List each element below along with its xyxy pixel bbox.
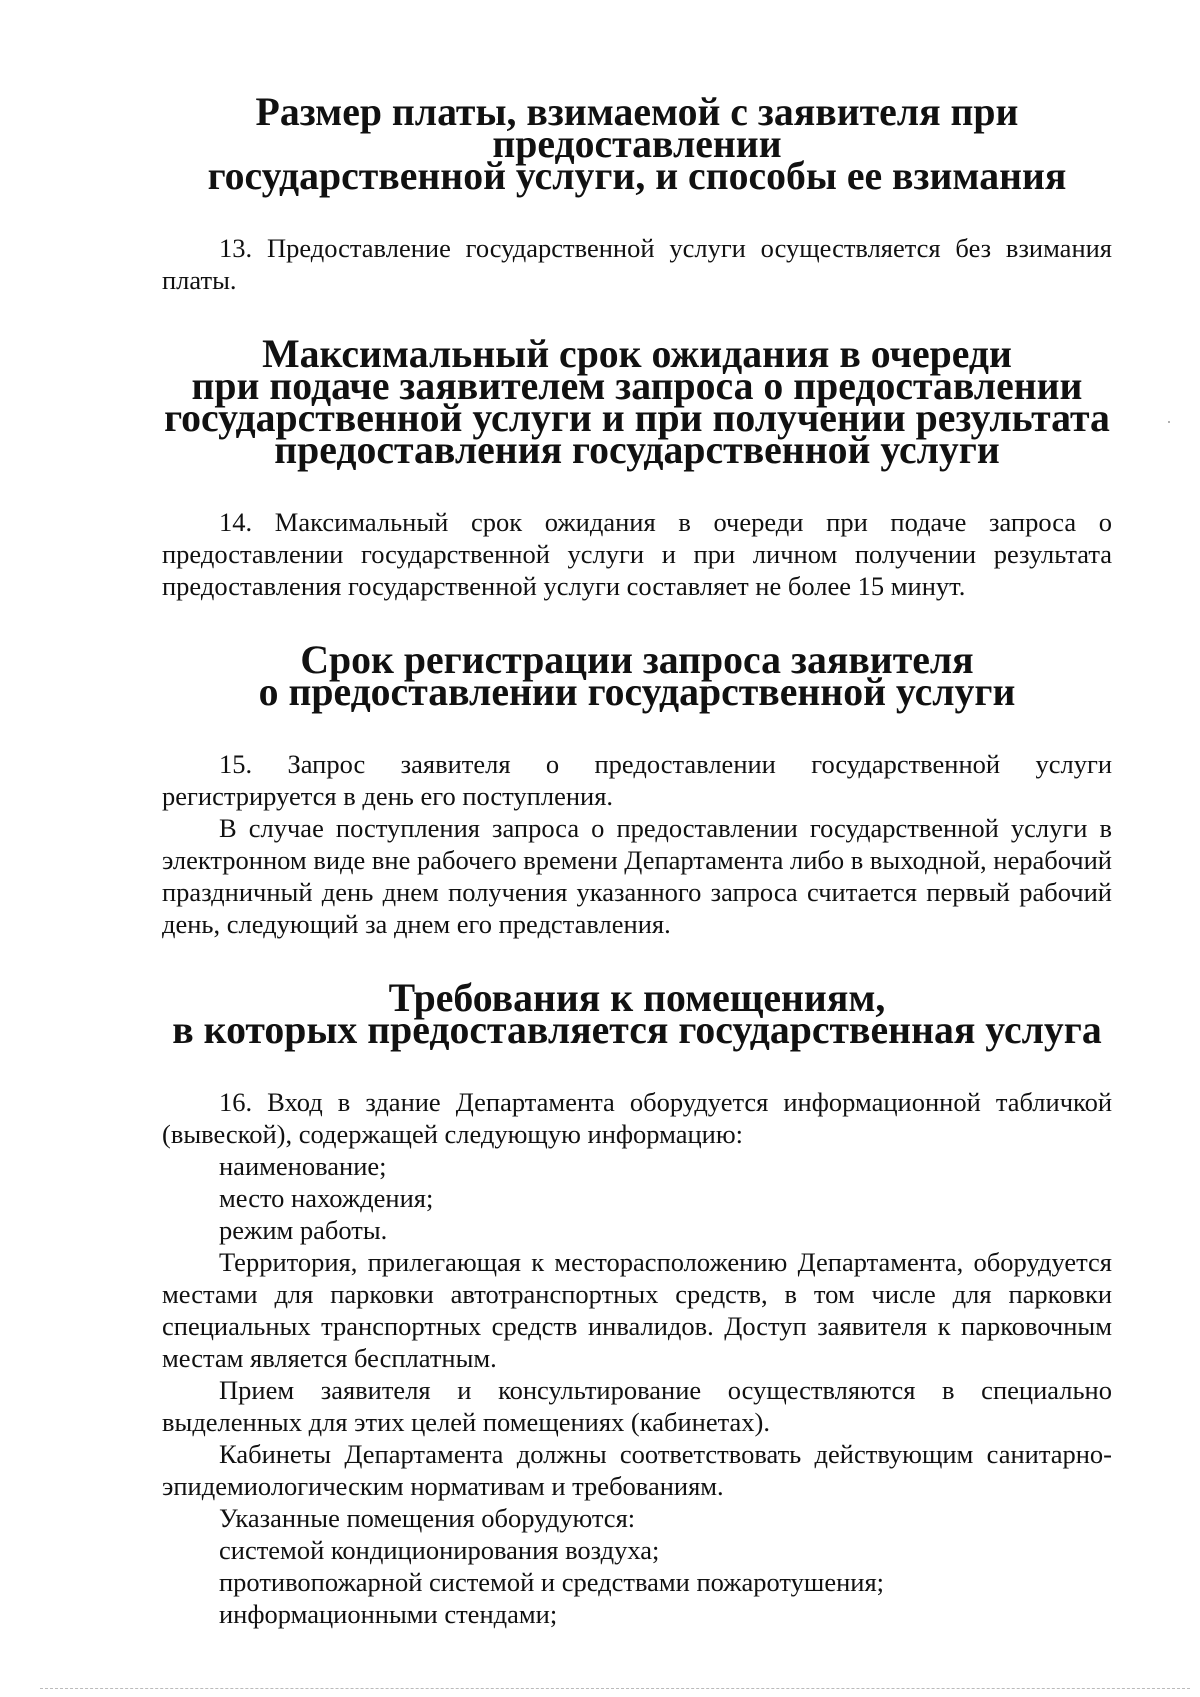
heading-line: предоставления государственной услуги bbox=[274, 428, 1000, 472]
heading-queue bbox=[162, 332, 1112, 472]
heading-line: в которых предоставляется государственная услуга bbox=[172, 1008, 1102, 1052]
heading-premises bbox=[162, 976, 1112, 1052]
scan-speck bbox=[1168, 421, 1170, 423]
heading-line: государственной услуги, и способы ее взимания bbox=[207, 154, 1067, 198]
list-item: системой кондиционирования воздуха; bbox=[219, 1535, 660, 1565]
heading-line: о предоставлении государственной услуги bbox=[258, 670, 1016, 714]
heading-line: государственной услуги и при получении результата bbox=[164, 396, 1110, 440]
document-page bbox=[162, 90, 1112, 1630]
heading-registration bbox=[162, 638, 1112, 714]
heading-line: Максимальный срок ожидания в очереди bbox=[262, 332, 1012, 376]
scan-edge-line bbox=[40, 1688, 1190, 1689]
list-item: информационными стендами; bbox=[219, 1599, 558, 1629]
paragraph-14: 14. Максимальный срок ожидания в очереди при подаче запроса о предоставлении государственной услуги и при личном получении результата предоставления государственной услуги составляет не более 15 минут. bbox=[162, 507, 1112, 601]
heading-line: Размер платы, взимаемой с заявителя при предоставлении bbox=[255, 90, 1019, 166]
heading-line: при подаче заявителем запроса о предоставлении bbox=[191, 364, 1083, 408]
list-item: противопожарной системой и средствами пожаротушения; bbox=[219, 1567, 884, 1597]
paragraph-parking: Территория, прилегающая к месторасположению Департамента, оборудуется местами для парковки автотранспортных средств, в том числе для парковки специальных транспортных средств инвалидов. Доступ заявителя к парковочным местам является бесплатным. bbox=[162, 1247, 1112, 1373]
list-item: наименование; bbox=[219, 1151, 387, 1181]
paragraph-reception: Прием заявителя и консультирование осуществляются в специально выделенных для этих целей помещениях (кабинетах). bbox=[162, 1375, 1112, 1437]
paragraph-13: 13. Предоставление государственной услуги осуществляется без взимания платы. bbox=[162, 233, 1112, 295]
paragraph-cabinets: Кабинеты Департамента должны соответствовать действующим санитарно-эпидемиологическим нормативам и требованиям. bbox=[162, 1439, 1112, 1501]
heading-line: Требования к помещениям, bbox=[388, 976, 886, 1020]
equipment-intro: Указанные помещения оборудуются: bbox=[219, 1503, 636, 1533]
heading-line: Срок регистрации запроса заявителя bbox=[300, 638, 974, 682]
paragraph-15-electronic: В случае поступления запроса о предоставлении государственной услуги в электронном виде вне рабочего времени Департамента либо в выходной, нерабочий праздничный день днем получения указанного запроса считается первый рабочий день, следующий за днем его представления. bbox=[162, 813, 1112, 939]
list-item: место нахождения; bbox=[219, 1183, 434, 1213]
paragraph-16: 16. Вход в здание Департамента оборудуется информационной табличкой (вывеской), содержащей следующую информацию: bbox=[162, 1087, 1112, 1149]
heading-payment bbox=[162, 90, 1112, 198]
list-item: режим работы. bbox=[219, 1215, 388, 1245]
paragraph-15: 15. Запрос заявителя о предоставлении государственной услуги регистрируется в день его поступления. bbox=[162, 749, 1112, 811]
